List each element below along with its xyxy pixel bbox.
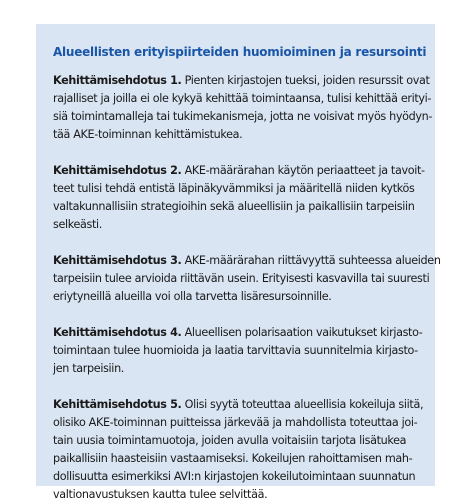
- proposal-line: olisiko AKE-toiminnan puitteissa järkevää ja mahdollista toteuttaa joi-: [53, 416, 418, 429]
- proposal-text: AKE-määrärahan käytön periaatteet ja tavoit-: [181, 164, 425, 177]
- proposal-line: selkeästi.: [53, 218, 103, 231]
- proposal-line: valtionavustuksen kautta tulee selvittää.: [53, 488, 268, 501]
- proposal-line: [53, 324, 423, 342]
- proposal-line: jen tarpeisiin.: [53, 362, 125, 375]
- proposal-2: [53, 162, 425, 234]
- proposal-line: tää AKE-toiminnan kehittämistukea.: [53, 128, 243, 141]
- proposal-line: teet tulisi tehdä entistä läpinäkyvämmiksi ja määritellä niiden kytkös: [53, 182, 415, 195]
- box-title: Alueellisten erityispiirteiden huomioiminen ja resursointi: [53, 45, 427, 59]
- proposal-line: paikallisiin haasteisiin vastaamiseksi. Kokeilujen rahoittamisen mah-: [53, 452, 413, 465]
- proposal-line: tain uusia toimintamuotoja, joiden avulla voitaisiin tarjota lisätukea: [53, 434, 407, 447]
- proposal-1: [53, 72, 433, 144]
- proposal-lead: Kehittämisehdotus 2.: [53, 164, 182, 177]
- proposal-text: Olisi syytä toteuttaa alueellisia kokeiluja siitä,: [181, 398, 424, 411]
- proposal-text: Pienten kirjastojen tueksi, joiden resurssit ovat: [181, 74, 430, 87]
- proposal-lead: Kehittämisehdotus 4.: [53, 326, 182, 339]
- proposal-lead: Kehittämisehdotus 1.: [53, 74, 182, 87]
- proposal-lead: Kehittämisehdotus 3.: [53, 254, 182, 267]
- proposal-4: [53, 324, 423, 378]
- proposal-line: toimintaan tulee huomioida ja laatia tarvittavia suunnitelmia kirjasto-: [53, 344, 418, 357]
- proposal-line: [53, 396, 424, 414]
- proposal-line: [53, 72, 430, 90]
- proposal-text: AKE-määrärahan riittävyyttä suhteessa alueiden: [181, 254, 441, 267]
- proposal-text: Alueellisen polarisaation vaikutukset kirjasto-: [181, 326, 423, 339]
- proposal-line: tarpeisiin tulee arvioida riittävän usein. Erityisesti kasvavilla tai suuresti: [53, 272, 430, 285]
- proposal-line: siä toimintamalleja tai tukimekanismeja, jotta ne voisivat myös hyödyn-: [53, 110, 433, 123]
- development-proposals-box: [36, 24, 441, 501]
- proposal-line: [53, 252, 441, 270]
- proposal-line: dollisuutta esimerkiksi AVI:n kirjastojen kokeilutoimintaan suunnatun: [53, 470, 416, 483]
- proposal-lead: Kehittämisehdotus 5.: [53, 398, 182, 411]
- proposal-3: [53, 252, 441, 306]
- proposal-line: valtakunnallisiin strategioihin sekä alueellisiin ja paikallisiin tarpeisiin: [53, 200, 415, 213]
- proposal-line: eriytyneillä alueilla voi olla tarvetta lisäresursoinnille.: [53, 290, 332, 303]
- proposal-5: [53, 396, 424, 504]
- proposal-line: rajalliset ja joilla ei ole kykyä kehittää toimintaansa, tulisi kehittää erityi-: [53, 92, 432, 105]
- proposal-line: [53, 162, 425, 180]
